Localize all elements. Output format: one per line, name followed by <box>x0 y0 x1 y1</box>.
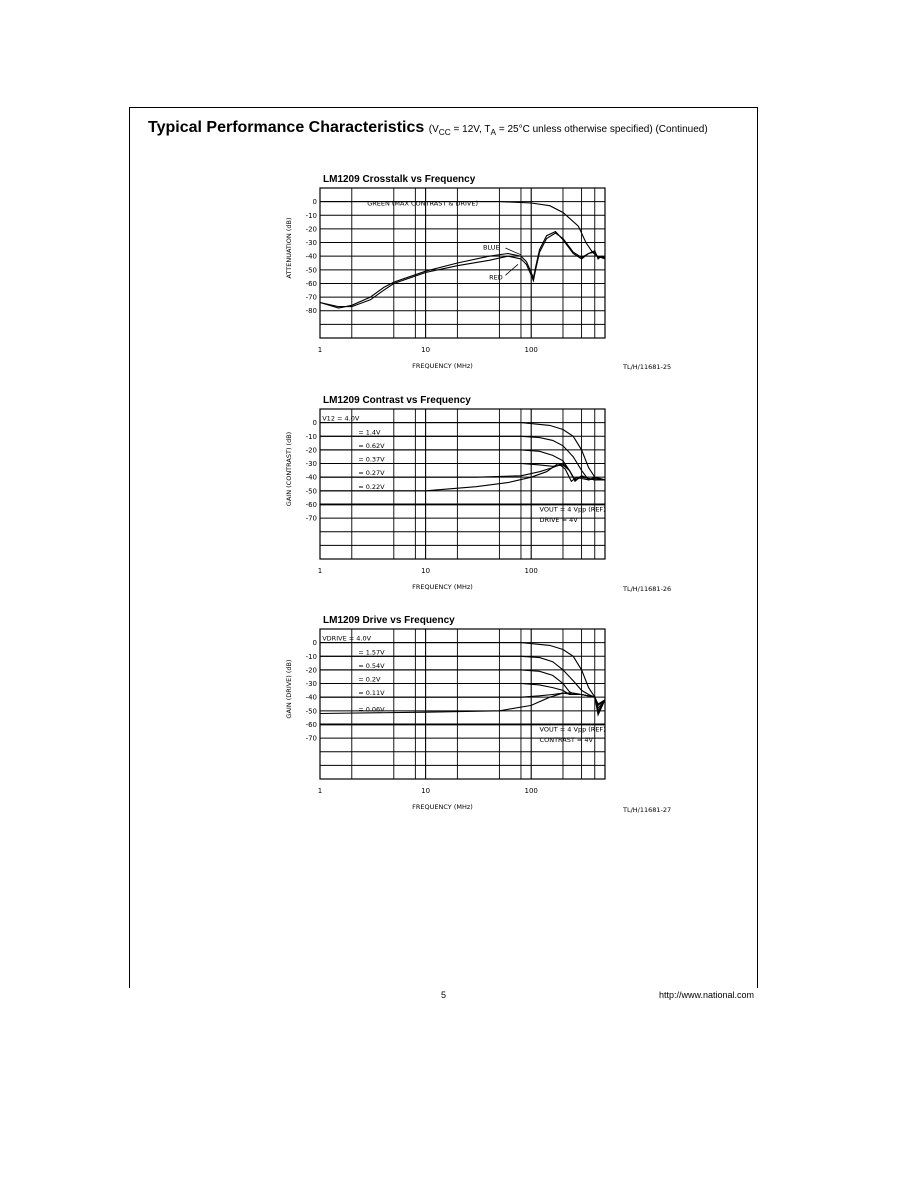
series-line <box>320 199 605 259</box>
contrast-chart <box>280 399 640 589</box>
x-tick-label: 100 <box>524 567 538 575</box>
drive-chart-title: LM1209 Drive vs Frequency <box>323 615 455 626</box>
contrast-figure-id: TL/H/11681-26 <box>623 585 672 593</box>
y-tick-label: -40 <box>305 473 317 482</box>
condition-note: CONTRAST = 4V <box>539 736 594 745</box>
x-tick-label: 100 <box>524 346 538 354</box>
y-tick-label: 0 <box>312 419 317 428</box>
level-label: = 0.11V <box>358 689 385 698</box>
y-tick-label: 0 <box>312 198 317 207</box>
y-tick-label: -50 <box>305 707 317 716</box>
y-tick-label: -20 <box>305 225 317 234</box>
level-label: = 1.4V <box>358 428 381 437</box>
level-label: = 0.06V <box>358 705 385 714</box>
level-label: = 0.37V <box>358 455 385 464</box>
level-label: VDRIVE = 4.0V <box>322 634 372 643</box>
x-axis-label: FREQUENCY (MHz) <box>412 803 473 811</box>
y-tick-label: -40 <box>305 252 317 261</box>
level-label: = 0.54V <box>358 661 385 670</box>
level-label: V12 = 4.0V <box>322 414 360 423</box>
x-tick-label: 1 <box>317 346 323 354</box>
page-number: 5 <box>441 990 447 1000</box>
y-tick-label: -40 <box>305 693 317 702</box>
y-tick-label: -70 <box>305 293 317 302</box>
y-tick-label: -20 <box>305 666 317 675</box>
y-tick-label: -30 <box>305 239 317 248</box>
section-heading <box>148 119 708 137</box>
condition-note: DRIVE = 4V <box>539 516 578 525</box>
y-tick-label: -10 <box>305 652 317 661</box>
reference-note: VOUT = 4 Vpp (REF) <box>539 505 606 514</box>
x-tick-label: 1 <box>317 787 323 795</box>
green-series-label: GREEN (MAX CONTRAST & DRIVE) <box>367 199 479 208</box>
x-tick-label: 10 <box>421 567 431 575</box>
y-axis-label: ATTENUATION (dB) <box>285 217 293 279</box>
y-tick-label: -60 <box>305 500 317 509</box>
level-label: = 1.57V <box>358 648 385 657</box>
x-tick-label: 10 <box>421 787 431 795</box>
y-tick-label: -20 <box>305 446 317 455</box>
y-tick-label: -30 <box>305 460 317 469</box>
drive-chart <box>280 619 640 809</box>
y-tick-label: -50 <box>305 487 317 496</box>
contrast-chart-title: LM1209 Contrast vs Frequency <box>323 395 471 406</box>
reference-note: VOUT = 4 Vpp (REF) <box>539 725 606 734</box>
y-axis-label: GAIN (CONTRAST) (dB) <box>285 431 293 507</box>
y-tick-label: -60 <box>305 720 317 729</box>
red-series-label: RED <box>489 273 503 282</box>
crosstalk-chart <box>280 178 640 368</box>
section-conditions: ($V_{CC} = 12V$, $T_A = 25^\circ C$ unless otherwise specified) (Continued) <box>428 124 708 137</box>
y-axis-label: GAIN (DRIVE) (dB) <box>285 659 293 719</box>
x-tick-label: 100 <box>524 787 538 795</box>
x-axis-label: FREQUENCY (MHz) <box>412 583 473 591</box>
y-tick-label: -10 <box>305 432 317 441</box>
y-tick-label: -70 <box>305 734 317 743</box>
plot-frame <box>320 188 605 338</box>
y-tick-label: -80 <box>305 307 317 316</box>
x-tick-label: 1 <box>317 567 323 575</box>
level-label: = 0.22V <box>358 482 385 491</box>
section-title: Typical Performance Characteristics <box>148 119 425 136</box>
y-tick-label: -10 <box>305 211 317 220</box>
y-tick-label: -60 <box>305 279 317 288</box>
level-label: = 0.2V <box>358 675 381 684</box>
crosstalk-chart-title: LM1209 Crosstalk vs Frequency <box>323 174 476 185</box>
blue-series-label: BLUE <box>483 243 500 252</box>
footer-url[interactable]: http://www.national.com <box>659 990 755 1000</box>
drive-figure-id: TL/H/11681-27 <box>623 806 672 814</box>
y-tick-label: -30 <box>305 680 317 689</box>
y-tick-label: -50 <box>305 266 317 275</box>
crosstalk-figure-id: TL/H/11681-25 <box>623 363 672 371</box>
level-label: = 0.62V <box>358 441 385 450</box>
y-tick-label: 0 <box>312 639 317 648</box>
y-tick-label: -70 <box>305 514 317 523</box>
x-axis-label: FREQUENCY (MHz) <box>412 362 473 370</box>
x-tick-label: 10 <box>421 346 431 354</box>
level-label: = 0.27V <box>358 469 385 478</box>
